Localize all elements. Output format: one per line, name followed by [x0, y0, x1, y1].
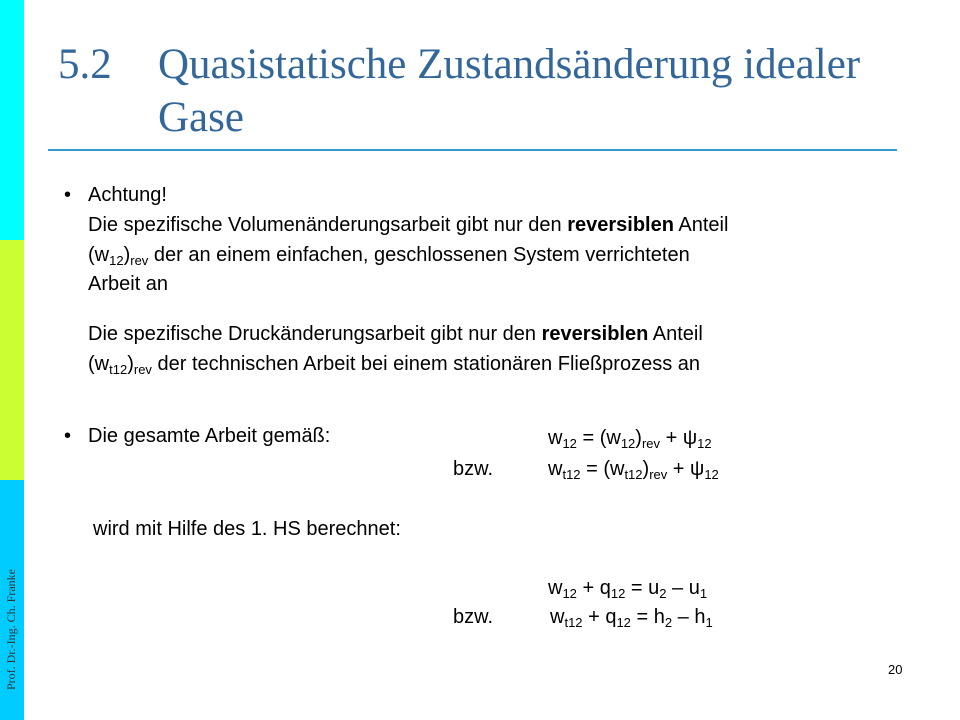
sidebar-stripe-top [0, 0, 24, 240]
title-line-1: Quasistatische Zustandsänderung idealer [158, 41, 861, 88]
eq-text: + q [576, 577, 611, 599]
equation-first-law-open [550, 605, 713, 629]
paren-close: ) [123, 244, 131, 266]
bullet-2: • [64, 425, 72, 447]
psi-symbol: ψ [682, 427, 698, 449]
eq-text: w [548, 577, 563, 599]
title-line-2: Gase [158, 94, 244, 141]
section-number: 5.2 [58, 41, 112, 88]
block1-line-1 [88, 213, 728, 237]
eq-sub: t12 [624, 467, 643, 482]
rev-subscript: rev [133, 362, 152, 377]
author-label: Prof. Dr.-Ing. Ch. Franke [4, 569, 18, 690]
w-subscript: 12 [109, 253, 124, 268]
equation-w12 [548, 426, 712, 450]
eq-sub: 12 [697, 436, 712, 451]
eq-text: + [660, 427, 683, 449]
block1-line-2 [88, 243, 690, 267]
block2-text: Die spezifische Druckänderungsarbeit gibt nur den [88, 323, 542, 345]
eq-sub: 1 [699, 586, 708, 601]
eq-text: + [667, 458, 691, 480]
eq-sub: rev [641, 436, 661, 451]
block1-line-3: Arbeit an [88, 273, 169, 295]
eq-text: ) [642, 458, 650, 480]
gesamte-arbeit-label: Die gesamte Arbeit gemäß: [88, 425, 331, 447]
eq-text: – h [672, 606, 706, 628]
rev-subscript: rev [130, 253, 149, 268]
wt-symbol: (w [88, 353, 110, 375]
block2-text-2: der technischen Arbeit bei einem stationären Fließprozess an [151, 353, 700, 375]
block1-text: Die spezifische Volumenänderungsarbeit gibt nur den [88, 214, 568, 236]
block1-bold: reversiblen [567, 214, 674, 236]
eq-text: = u [625, 577, 660, 599]
bzw-label-1: bzw. [453, 458, 494, 480]
block2-line-2 [88, 352, 700, 376]
eq-sub: 1 [705, 615, 713, 630]
eq-text: = h [630, 606, 665, 628]
block1-text-2: der an einem einfachen, geschlossenen System verrichteten [148, 244, 690, 266]
paren-close: ) [127, 353, 134, 375]
title-divider [48, 149, 897, 151]
block2-bold: reversiblen [541, 323, 649, 345]
eq-sub: 12 [562, 436, 577, 451]
eq-text: = (w [580, 458, 625, 480]
eq-text: w [550, 606, 565, 628]
eq-sub: 12 [620, 436, 636, 451]
block2-text-end: Anteil [648, 323, 703, 345]
achtung-heading: Achtung! [88, 184, 167, 206]
eq-sub: 12 [562, 586, 577, 601]
bullet-1: • [64, 184, 72, 206]
eq-sub: 12 [616, 615, 631, 630]
eq-sub: t12 [562, 467, 581, 482]
eq-text: w [548, 427, 563, 449]
hs-text: wird mit Hilfe des 1. HS berechnet: [93, 518, 401, 540]
eq-sub: 2 [659, 586, 667, 601]
eq-text: + q [582, 606, 617, 628]
eq-text: w [548, 458, 563, 480]
eq-sub: rev [649, 467, 668, 482]
eq-sub: 12 [610, 586, 626, 601]
block1-text-end: Anteil [673, 214, 729, 236]
eq-text: ) [635, 427, 642, 449]
psi-symbol: ψ [690, 458, 705, 480]
page-number: 20 [888, 662, 903, 677]
eq-sub: 2 [664, 615, 673, 630]
w-symbol: (w [88, 244, 110, 266]
equation-wt12 [548, 457, 719, 481]
sidebar-stripe-middle [0, 240, 24, 480]
eq-text: = (w [576, 427, 621, 449]
equation-first-law [548, 576, 707, 600]
eq-sub: 12 [704, 467, 719, 482]
block2-line-1 [88, 322, 703, 346]
eq-sub: t12 [564, 615, 583, 630]
bzw-label-2: bzw. [453, 606, 494, 628]
wt-subscript: t12 [109, 362, 128, 377]
eq-text: – u [666, 577, 700, 599]
